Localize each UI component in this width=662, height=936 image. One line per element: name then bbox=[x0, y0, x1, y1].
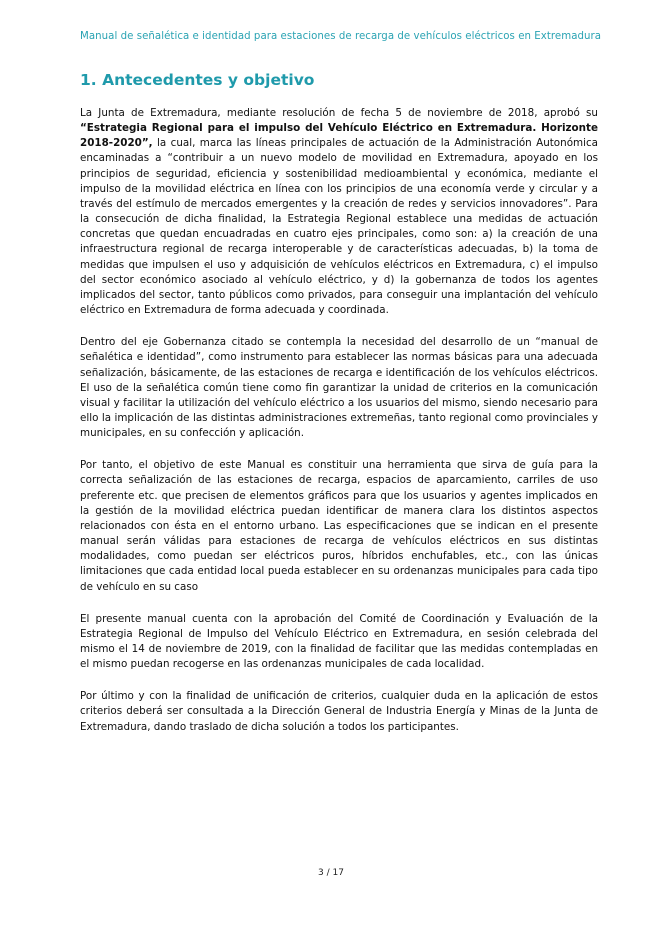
paragraph-5: Por último y con la finalidad de unificación de criterios, cualquier duda en la aplicación de estos criterios deberá ser consultada a la Dirección General de Industria Energía y Minas de la Junta de Extremadura, dando traslado de dicha solución a todos los participantes. bbox=[80, 690, 598, 733]
page-number: 3 / 17 bbox=[318, 868, 344, 878]
paragraph-2: Dentro del eje Gobernanza citado se contempla la necesidad del desarrollo de un “manual de señalética e identidad”, como instrumento para establecer las normas básicas para una adecuada señalización, básicamente, de las estaciones de recarga e identificación de los vehículos eléctricos. El uso de la señalética común tiene como fin garantizar la unidad de criterios en la comunicación visual y facilitar la utilización del vehículo eléctrico a los usuarios del mismo, siendo necesario para ello la implicación de las distintas administraciones extremeñas, tanto regional como provinciales y municipales, en su confección y aplicación. bbox=[80, 336, 598, 440]
paragraph-1 bbox=[80, 106, 598, 318]
running-header: Manual de señalética e identidad para estaciones de recarga de vehículos eléctricos en Extremadura bbox=[80, 31, 602, 42]
paragraph-1-intro: La Junta de Extremadura, mediante resolución de fecha 5 de noviembre de 2018, aprobó su bbox=[80, 107, 598, 119]
strategy-title: “Estrategia Regional para el impulso del Vehículo Eléctrico en Extremadura. Horizonte 2018-2020”, bbox=[80, 122, 598, 150]
paragraph-4: El presente manual cuenta con la aprobación del Comité de Coordinación y Evaluación de la Estrategia Regional de Impulso del Vehículo Eléctrico en Extremadura, en sesión celebrada del mismo el 14 de noviembre de 2019, con la finalidad de facilitar que las medidas contempladas en el mismo puedan recogerse en las ordenanzas municipales de cada localidad. bbox=[80, 612, 598, 671]
paragraph-1-rest: la cual, marca las líneas principales de actuación de la Administración Autonómica encaminadas a “contribuir a un nuevo modelo de movilidad en Extremadura, apoyado en los principios de seguridad, eficiencia y sostenibilidad medioambiental y económica, mediante el impulso de la movilidad eléctrica en línea con los principios de una economía verde y circular y a través del estímulo de mercados emergentes y la creación de redes y servicios innovadores”. Para la consecución de dicha finalidad, la Estrategia Regional establece una medidas de actuación concretas que quedan encuadradas en cuatro ejes principales, como son: a) la creación de una infraestructura regional de recarga interoperable y de características adecuadas, b) la toma de medidas que impulsen el uso y adquisición de vehículos eléctricos en Extremadura, c) el impulso del sector económico asociado al vehículo eléctrico, y d) la gobernanza de todos los agentes implicados del sector, tanto públicos como privados, para conseguir una implantación del vehículo eléctrico en Extremadura de forma adecuada y coordinada. bbox=[80, 137, 598, 317]
body-text bbox=[80, 106, 598, 752]
section-title: 1. Antecedentes y objetivo bbox=[80, 71, 315, 89]
paragraph-3: Por tanto, el objetivo de este Manual es constituir una herramienta que sirva de guía para la correcta señalización de las estaciones de recarga, espacios de aparcamiento, carriles de uso preferente etc. que precisen de elementos gráficos para que los usuarios y agentes implicados en la gestión de la movilidad eléctrica puedan identificar de manera clara los distintos aspectos relacionados con ésta en el entorno urbano. Las especificaciones que se indican en el presente manual serán válidas para estaciones de recarga de vehículos eléctricos en sus distintas modalidades, como puedan ser eléctricos puros, híbridos enchufables, etc., con las únicas limitaciones que cada entidad local pueda establecer en su ordenanzas municipales para cada tipo de vehículo en su caso bbox=[80, 459, 598, 593]
